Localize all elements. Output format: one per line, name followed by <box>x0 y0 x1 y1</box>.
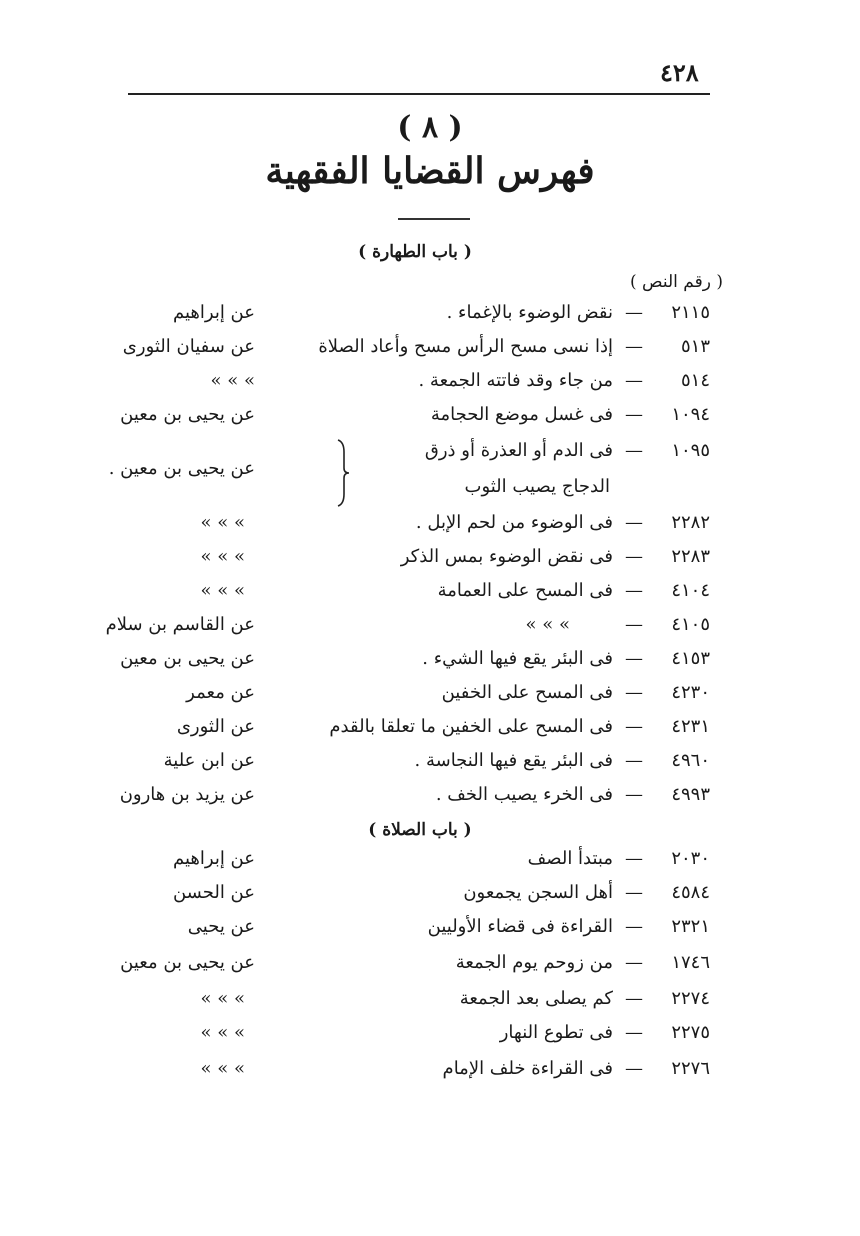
table-row <box>0 988 860 1022</box>
table-row <box>0 648 860 682</box>
entry-dash: — <box>625 648 643 669</box>
entry-number: ٥١٣ <box>680 336 710 357</box>
entry-dash: — <box>625 580 643 601</box>
entry-source: » » » <box>210 370 255 391</box>
entry-source: عن يحيى بن معين <box>120 952 255 973</box>
header-rule <box>128 93 710 95</box>
table-row <box>0 580 860 614</box>
column-label: ( رقم النص ) <box>630 272 723 292</box>
entry-source: عن معمر <box>186 682 255 703</box>
entry-source: عن يحيى <box>187 916 255 937</box>
entry-dash: — <box>625 1058 643 1079</box>
entry-source: عن سفيان الثورى <box>122 336 255 357</box>
entry-source: عن ابن علية <box>163 750 255 771</box>
entry-text: إذا نسى مسح الرأس مسح وأعاد الصلاة <box>318 336 613 357</box>
entry-number: ٢٢٧٥ <box>671 1022 710 1043</box>
entry-source: » » » <box>200 988 245 1009</box>
entry-number: ٤٥٨٤ <box>671 882 710 903</box>
entry-text-continued: الدجاج يصيب الثوب <box>464 476 610 497</box>
entry-dash: — <box>625 1022 643 1043</box>
entry-number: ٢٣٢١ <box>671 916 710 937</box>
entry-dash: — <box>625 336 643 357</box>
page-title: فهرس القضايا الفقهية <box>265 150 595 192</box>
entry-dash: — <box>625 546 643 567</box>
entry-text: فى البئر يقع فيها الشيء . <box>422 648 613 669</box>
entry-text: فى نقض الوضوء بمس الذكر <box>400 546 613 567</box>
table-row <box>0 848 860 882</box>
entry-text: فى الوضوء من لحم الإبل . <box>415 512 613 533</box>
entry-number: ٢٢٧٦ <box>671 1058 710 1079</box>
table-row <box>0 440 860 512</box>
entry-text: فى تطوع النهار <box>499 1022 613 1043</box>
table-row <box>0 1058 860 1092</box>
entry-dash: — <box>625 916 643 937</box>
table-row <box>0 952 860 986</box>
entry-dash: — <box>625 370 643 391</box>
entry-number: ٢٢٨٣ <box>671 546 710 567</box>
entry-dash: — <box>625 682 643 703</box>
entry-text: من جاء وقد فاتته الجمعة . <box>418 370 613 391</box>
entry-text: فى المسح على الخفين ما تعلقا بالقدم <box>329 716 613 737</box>
table-row <box>0 750 860 784</box>
entry-text: فى المسح على الخفين <box>441 682 613 703</box>
entry-text: من زوحم يوم الجمعة <box>455 952 613 973</box>
table-row <box>0 716 860 750</box>
entry-number: ٢٢٨٢ <box>671 512 710 533</box>
entry-number: ١٧٤٦ <box>671 952 710 973</box>
entry-source: » » » <box>200 1022 245 1043</box>
entry-number: ٥١٤ <box>680 370 710 391</box>
entry-number: ١٠٩٥ <box>671 440 710 461</box>
entry-source: عن الثورى <box>176 716 255 737</box>
entry-number: ١٠٩٤ <box>671 404 710 425</box>
section-number: ( ٨ ) <box>397 110 463 145</box>
entry-source: عن إبراهيم <box>172 848 255 869</box>
table-row <box>0 882 860 916</box>
entry-text: فى غسل موضع الحجامة <box>430 404 613 425</box>
section-heading-salah: ( باب الصلاة ) <box>368 820 472 840</box>
entry-number: ٢١١٥ <box>671 302 710 323</box>
entry-text: فى المسح على العمامة <box>437 580 613 601</box>
entry-text: فى الخرء يصيب الخف . <box>435 784 613 805</box>
entry-dash: — <box>625 848 643 869</box>
entry-text: مبتدأ الصف <box>527 848 613 869</box>
entry-number: ٤١٠٥ <box>671 614 710 635</box>
entry-dash: — <box>625 750 643 771</box>
entry-text: فى القراءة خلف الإمام <box>442 1058 613 1079</box>
table-row <box>0 916 860 950</box>
entry-dash: — <box>625 952 643 973</box>
entry-text: نقض الوضوء بالإغماء . <box>446 302 613 323</box>
table-row <box>0 512 860 546</box>
entry-source: عن يحيى بن معين . <box>108 458 255 479</box>
table-row <box>0 336 860 370</box>
table-row <box>0 370 860 404</box>
entry-source: » » » <box>200 546 245 567</box>
entry-dash: — <box>625 716 643 737</box>
entry-number: ٤٢٣١ <box>671 716 710 737</box>
table-row <box>0 784 860 818</box>
entry-dash: — <box>625 302 643 323</box>
title-rule <box>398 218 470 220</box>
entry-text: أهل السجن يجمعون <box>463 882 613 903</box>
entry-source: » » » <box>200 580 245 601</box>
table-row <box>0 302 860 336</box>
entry-source: عن يحيى بن معين <box>120 648 255 669</box>
table-row <box>0 1022 860 1056</box>
entry-number: ٢٢٧٤ <box>671 988 710 1009</box>
table-row <box>0 546 860 580</box>
entry-text: القراءة فى قضاء الأوليين <box>427 916 613 937</box>
entry-dash: — <box>625 988 643 1009</box>
entry-dash: — <box>625 440 643 461</box>
page-number: ٤٢٨ <box>660 58 699 87</box>
table-row <box>0 614 860 648</box>
entry-dash: — <box>625 614 643 635</box>
entry-text: كم يصلى بعد الجمعة <box>459 988 613 1009</box>
entry-number: ٢٠٣٠ <box>671 848 710 869</box>
entry-dash: — <box>625 512 643 533</box>
entry-dash: — <box>625 882 643 903</box>
entry-source: عن الحسن <box>172 882 255 903</box>
entry-source: عن إبراهيم <box>172 302 255 323</box>
table-row <box>0 682 860 716</box>
section-heading-taharah: ( باب الطهارة ) <box>358 242 472 262</box>
entry-source: » » » <box>200 1058 245 1079</box>
entry-number: ٤٩٦٠ <box>671 750 710 771</box>
entry-text: » » » <box>525 614 570 635</box>
entry-text: فى الدم أو العذرة أو ذرق <box>424 440 613 461</box>
entry-source: عن يحيى بن معين <box>120 404 255 425</box>
entry-number: ٤١٠٤ <box>671 580 710 601</box>
entry-dash: — <box>625 404 643 425</box>
entry-number: ٤٢٣٠ <box>671 682 710 703</box>
entry-source: عن يزيد بن هارون <box>119 784 255 805</box>
curly-brace <box>336 438 350 508</box>
entry-source: » » » <box>200 512 245 533</box>
table-row <box>0 404 860 438</box>
entry-text: فى البئر يقع فيها النجاسة . <box>414 750 613 771</box>
entry-number: ٤٩٩٣ <box>671 784 710 805</box>
entry-source: عن القاسم بن سلام <box>105 614 255 635</box>
entry-number: ٤١٥٣ <box>671 648 710 669</box>
entry-dash: — <box>625 784 643 805</box>
